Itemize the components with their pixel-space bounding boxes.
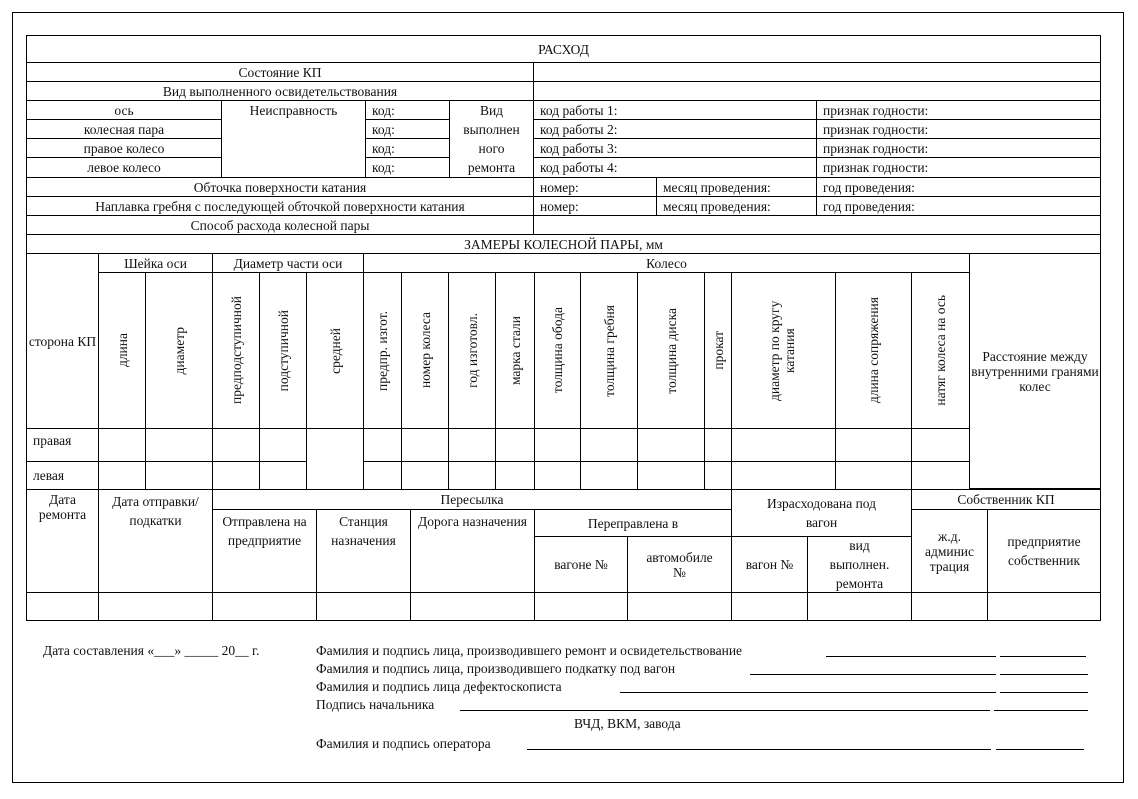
signature-operator-line[interactable] [527, 749, 991, 750]
col-manufacturer: предпр. изгот. [375, 310, 390, 391]
measurement-cell[interactable] [363, 428, 402, 462]
forwarding-label: Пересылка [212, 489, 732, 510]
measurement-cell[interactable] [534, 461, 581, 490]
code-field[interactable]: код: [365, 157, 450, 178]
entry-cell[interactable] [534, 592, 628, 621]
measurement-cell[interactable] [401, 428, 449, 462]
signature-rollunder-line[interactable] [750, 674, 996, 675]
entry-cell[interactable] [911, 592, 988, 621]
col-fit-length: длина сопряжения [866, 297, 881, 404]
date-compiled: Дата составления «___» _____ 20__ г. [43, 643, 260, 658]
col-hub: подступичной [275, 309, 291, 392]
signature-rollunder-sign-line[interactable] [1000, 674, 1088, 675]
signature-repair-label: Фамилия и подпись лица, производившего ремонт и освидетельствование [316, 643, 743, 658]
repair-date-label: Дата ремонта [26, 489, 99, 593]
col-middle: средней [327, 327, 343, 374]
measurement-cell[interactable] [448, 461, 496, 490]
measurement-cell[interactable] [704, 428, 732, 462]
measurement-cell[interactable] [145, 461, 213, 490]
consumption-method-value[interactable] [533, 215, 1101, 235]
repair-type-label: Вид выполнен ного ремонта [449, 100, 534, 178]
turning-label: Обточка поверхности катания [26, 177, 534, 197]
col-interference: натяг колеса на ось [933, 295, 948, 406]
side-left: левая [26, 461, 99, 490]
code-field[interactable]: код: [365, 138, 450, 158]
measurement-cell[interactable] [911, 461, 970, 490]
measurement-cell[interactable] [731, 428, 836, 462]
measurement-cell[interactable] [363, 461, 402, 490]
work-code-4[interactable]: код работы 4: [533, 157, 817, 178]
signature-inspector-sign-line[interactable] [1000, 692, 1088, 693]
middle-diameter-cell[interactable] [306, 428, 364, 490]
wagon-no-label-2: вагон № [731, 536, 808, 593]
measurement-cell[interactable] [98, 461, 146, 490]
measurement-cell[interactable] [835, 461, 912, 490]
work-code-1[interactable]: код работы 1: [533, 100, 817, 120]
fitness-field[interactable]: признак годности: [816, 119, 1101, 139]
measurement-cell[interactable] [212, 461, 260, 490]
measurement-cell[interactable] [448, 428, 496, 462]
col-steel-grade: марка стали [507, 315, 523, 386]
wagon-no-label: вагоне № [534, 536, 628, 593]
state-value[interactable] [533, 62, 1101, 82]
entry-cell[interactable] [731, 592, 808, 621]
code-field[interactable]: код: [365, 100, 450, 120]
defect-label: Неисправность [221, 100, 366, 178]
entry-cell[interactable] [26, 592, 99, 621]
measurement-cell[interactable] [495, 461, 535, 490]
col-diameter: диаметр [171, 326, 187, 375]
dest-road-label: Дорога назначения [410, 509, 535, 593]
measurement-cell[interactable] [704, 461, 732, 490]
col-wheel-number: номер колеса [417, 312, 433, 389]
signature-operator-label: Фамилия и подпись оператора [316, 736, 491, 751]
entry-cell[interactable] [987, 592, 1101, 621]
expense-form [26, 35, 1101, 621]
part-right-wheel: правое колесо [26, 138, 222, 158]
surfacing-year[interactable]: год проведения: [816, 196, 1101, 216]
signature-inspector-label: Фамилия и подпись лица дефектоскописта [316, 679, 562, 694]
turning-year[interactable]: год проведения: [816, 177, 1101, 197]
turning-month[interactable]: месяц проведения: [656, 177, 817, 197]
part-axle: ось [26, 100, 222, 120]
signature-chief-sign-line[interactable] [994, 710, 1088, 711]
measurement-cell[interactable] [580, 428, 638, 462]
dispatch-date-label: Дата отправки/ подкатки [98, 489, 213, 593]
side-label: сторона КП [26, 253, 99, 429]
signature-repair-sign-line[interactable] [1000, 656, 1086, 657]
measurement-cell[interactable] [835, 428, 912, 462]
code-field[interactable]: код: [365, 119, 450, 139]
consumption-method-label: Способ расхода колесной пары [26, 215, 534, 235]
col-flange-thickness: толщина гребня [601, 304, 617, 397]
sent-to-label: Отправлена на предприятие [212, 509, 317, 593]
entry-cell[interactable] [98, 592, 213, 621]
measurement-cell[interactable] [401, 461, 449, 490]
measurement-cell[interactable] [259, 428, 307, 462]
wheel-label: Колесо [363, 253, 970, 273]
measurement-cell[interactable] [259, 461, 307, 490]
entry-cell[interactable] [410, 592, 535, 621]
measurement-cell[interactable] [145, 428, 213, 462]
fitness-field[interactable]: признак годности: [816, 138, 1101, 158]
col-pre-hub: предподступичной [228, 296, 244, 405]
col-disc-thickness: толщина диска [663, 307, 679, 394]
measurement-cell[interactable] [637, 461, 705, 490]
signature-chief-line[interactable] [460, 710, 990, 711]
col-rolling-diameter: диаметр по кругу катания [766, 300, 797, 401]
distance-label: Расстояние между внутренними гранями колес [969, 253, 1101, 489]
signature-repair-line[interactable] [826, 656, 996, 657]
entry-cell[interactable] [316, 592, 411, 621]
measurement-cell[interactable] [637, 428, 705, 462]
work-code-3[interactable]: код работы 3: [533, 138, 817, 158]
measurement-cell[interactable] [731, 461, 836, 490]
entry-cell[interactable] [212, 592, 317, 621]
used-under-label: Израсходована под вагон [731, 489, 912, 537]
surfacing-number[interactable]: номер: [533, 196, 657, 216]
part-wheelset: колесная пара [26, 119, 222, 139]
fitness-field[interactable]: признак годности: [816, 100, 1101, 120]
entry-cell[interactable] [627, 592, 732, 621]
car-no-label: автомобиле № [627, 536, 732, 593]
signature-operator-sign-line[interactable] [996, 749, 1084, 750]
work-code-2[interactable]: код работы 2: [533, 119, 817, 139]
railway-admin-label: ж.д. админис трация [911, 509, 988, 593]
col-wear: прокат [710, 331, 726, 370]
signature-rollunder-label: Фамилия и подпись лица, производившего подкатку под вагон [316, 661, 676, 676]
entry-cell[interactable] [807, 592, 912, 621]
measurement-cell[interactable] [580, 461, 638, 490]
signature-chief-label: Подпись начальника [316, 697, 435, 712]
col-rim-thickness: толщина обода [550, 307, 565, 394]
surfacing-month[interactable]: месяц проведения: [656, 196, 817, 216]
owner-label: Собственник КП [911, 489, 1101, 510]
reshipped-label: Переправлена в [534, 509, 732, 537]
side-right: правая [26, 428, 99, 462]
surfacing-label: Наплавка гребня с последующей обточкой поверхности катания [26, 196, 534, 216]
measurement-cell[interactable] [98, 428, 146, 462]
signature-inspector-line[interactable] [620, 692, 996, 693]
fitness-field[interactable]: признак годности: [816, 157, 1101, 178]
col-year-made: год изготовл. [464, 313, 480, 388]
part-left-wheel: левое колесо [26, 157, 222, 178]
owner-company-label: предприятие собственник [987, 509, 1101, 593]
depot-label: ВЧД, ВКМ, завода [574, 716, 681, 731]
turning-number[interactable]: номер: [533, 177, 657, 197]
measurement-cell[interactable] [212, 428, 260, 462]
measurement-cell[interactable] [534, 428, 581, 462]
inspection-value[interactable] [533, 81, 1101, 101]
measurement-cell[interactable] [911, 428, 970, 462]
measurements-title: ЗАМЕРЫ КОЛЕСНОЙ ПАРЫ, мм [26, 234, 1101, 254]
form-title: РАСХОД [26, 35, 1101, 63]
measurement-cell[interactable] [495, 428, 535, 462]
col-length: длина [114, 333, 130, 368]
state-label: Состояние КП [26, 62, 534, 82]
dest-station-label: Станция назначения [316, 509, 411, 593]
repair-kind-label: вид выполнен. ремонта [807, 536, 912, 593]
journal-label: Шейка оси [98, 253, 213, 273]
inspection-label: Вид выполненного освидетельствования [26, 81, 534, 101]
axle-diameter-label: Диаметр части оси [212, 253, 364, 273]
